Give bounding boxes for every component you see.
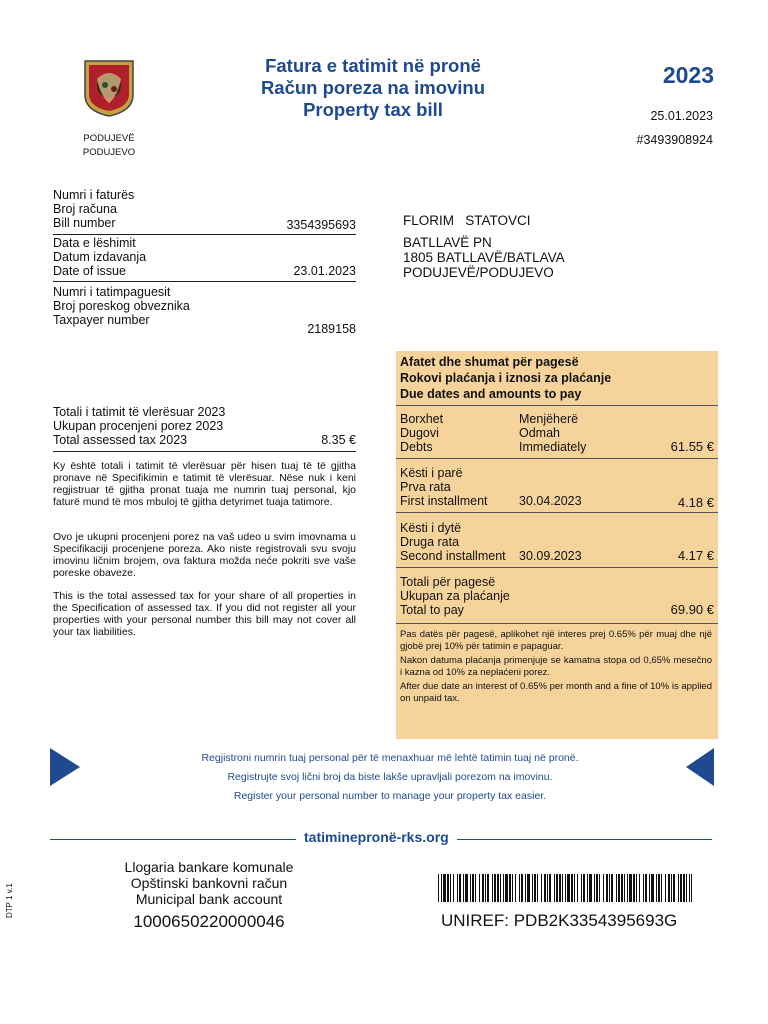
debts-label-sr: Dugovi bbox=[400, 426, 439, 440]
divider bbox=[396, 512, 718, 513]
divider bbox=[396, 405, 718, 406]
second-installment-amount: 4.17 € bbox=[677, 548, 714, 563]
total-assessed-label-sq: Totali i tatimit të vlerësuar 2023 bbox=[53, 405, 226, 419]
bill-number-value: 3354395693 bbox=[286, 218, 356, 232]
bank-account-label bbox=[103, 859, 315, 907]
tax-year: 2023 bbox=[662, 62, 714, 88]
divider bbox=[53, 234, 356, 235]
first-installment-row bbox=[400, 466, 714, 508]
issue-date-value: 23.01.2023 bbox=[293, 264, 356, 278]
bill-number-field bbox=[53, 188, 356, 230]
taxpayer-number-field bbox=[53, 285, 356, 336]
taxpayer-number-value: 2189158 bbox=[307, 322, 356, 336]
second-installment-date: 30.09.2023 bbox=[519, 549, 582, 563]
reference-number: #3493908924 bbox=[636, 133, 713, 147]
title-en: Property tax bill bbox=[303, 99, 443, 120]
late-payment-note-sr: Nakon datuma plaćanja primenjuje se kamatna stopa od 0,65% mesečno i kazna od 10% za neplaćeni porez. bbox=[400, 655, 712, 678]
due-heading-en: Due dates and amounts to pay bbox=[400, 387, 582, 401]
website-link[interactable]: tatiminepronë-rks.org bbox=[296, 829, 457, 845]
total-assessed-label-sr: Ukupan procenjeni porez 2023 bbox=[53, 419, 224, 433]
first-installment-amount: 4.18 € bbox=[677, 495, 714, 510]
divider bbox=[53, 451, 356, 452]
total-to-pay-row bbox=[400, 575, 714, 617]
assessed-explanation-sq: Ky është totali i tatimit të vlerësuar për hisen tuaj të të gjitha pronave në Specifikimin e tatimit të vlerësuar. Nëse nuk i keni regjistruar të gjitha pronat tuaja me numrin tuaj personal, kjo faturë mund të mos mbuloj të gjitha detyrimet tuaja tatimore. bbox=[53, 460, 356, 508]
first-installment-label-sq: Kësti i parë bbox=[400, 466, 463, 480]
bill-number-label-sq: Numri i faturës bbox=[53, 188, 135, 202]
arrow-right-icon bbox=[50, 748, 80, 786]
issue-date-label-sq: Data e lëshimit bbox=[53, 236, 136, 250]
register-text-sr: Registrujte svoj lični broj da biste lakše upravljali porezom na imovinu. bbox=[227, 771, 553, 783]
divider bbox=[396, 458, 718, 459]
barcode-icon bbox=[438, 874, 692, 902]
municipality-name-sq: PODUJEVË bbox=[83, 133, 135, 144]
debts-when bbox=[519, 412, 586, 454]
bank-account-number: 1000650220000046 bbox=[133, 912, 285, 931]
divider bbox=[53, 281, 356, 282]
address-line-1: BATLLAVË PN bbox=[403, 235, 492, 250]
second-installment-label-sr: Druga rata bbox=[400, 535, 460, 549]
due-dates-panel bbox=[396, 351, 718, 739]
total-to-pay-amount: 69.90 € bbox=[670, 602, 714, 617]
assessed-explanation-en: This is the total assessed tax for your share of all properties in the Specification of assessed tax. If you did not register all your properties with your personal number this bill may not cover all your tax liabilities. bbox=[53, 590, 356, 638]
second-installment-row bbox=[400, 521, 714, 563]
assessed-explanation-sr: Ovo je ukupni procenjeni porez na vaš udeo u svim imovnama u Specifikaciji procenjene poreza. Ako niste registrovali svu svoju imovinu ličnim brojem, ova faktura možda neće pokriti sve vaše poreske obaveze. bbox=[53, 531, 356, 579]
debts-label-en: Debts bbox=[400, 440, 433, 454]
title-sr: Račun poreza na imovinu bbox=[260, 77, 486, 98]
bill-number-label-en: Bill number bbox=[53, 216, 116, 230]
register-banner bbox=[140, 749, 640, 806]
address-line-2: 1805 BATLLAVË/BATLAVA bbox=[403, 250, 565, 265]
register-text-sq: Regjistroni numrin tuaj personal për të menaxhuar më lehtë tatimin tuaj në pronë. bbox=[201, 752, 579, 764]
total-assessed-value: 8.35 € bbox=[321, 433, 356, 447]
due-heading-sq: Afatet dhe shumat për pagesë bbox=[400, 355, 579, 369]
due-dates-heading bbox=[400, 354, 714, 402]
taxpayer-label-sr: Broj poreskog obveznika bbox=[53, 299, 190, 313]
address-line-3: PODUJEVË/PODUJEVO bbox=[403, 265, 554, 280]
arrow-left-icon bbox=[686, 748, 714, 786]
due-heading-sr: Rokovi plaćanja i iznosi za plaćanje bbox=[400, 371, 612, 385]
first-installment-label-sr: Prva rata bbox=[400, 480, 451, 494]
title-sq: Fatura e tatimit në pronë bbox=[265, 55, 481, 76]
first-installment-date: 30.04.2023 bbox=[519, 494, 582, 508]
debts-amount: 61.55 € bbox=[670, 439, 714, 454]
first-installment-label-en: First installment bbox=[400, 494, 488, 508]
bill-number-label-sr: Broj računa bbox=[53, 202, 117, 216]
taxpayer-label-sq: Numri i tatimpaguesit bbox=[53, 285, 171, 299]
bank-label-en: Municipal bank account bbox=[135, 891, 283, 907]
document-version: DTP 1 v.1 bbox=[5, 883, 14, 918]
bank-label-sr: Opštinski bankovni račun bbox=[130, 875, 288, 891]
debts-when-sr: Odmah bbox=[519, 426, 560, 440]
divider bbox=[396, 567, 718, 568]
total-assessed-field bbox=[53, 405, 356, 447]
issue-date-label-en: Date of issue bbox=[53, 264, 126, 278]
register-text-en: Register your personal number to manage your property tax easier. bbox=[233, 790, 547, 802]
late-payment-note-sq: Pas datës për pagesë, aplikohet një interes prej 0.65% për muaj dhe një gjobë prej 10% për tatimin e papaguar. bbox=[400, 629, 712, 652]
municipality-name-sr: PODUJEVO bbox=[82, 147, 136, 158]
issue-date-label-sr: Datum izdavanja bbox=[53, 250, 147, 264]
issue-date-field bbox=[53, 236, 356, 278]
second-installment-label-sq: Kësti i dytë bbox=[400, 521, 462, 535]
total-to-pay-label-sr: Ukupan za plaćanje bbox=[400, 589, 510, 603]
print-date: 25.01.2023 bbox=[650, 109, 713, 123]
second-installment-label-en: Second installment bbox=[400, 549, 506, 563]
debts-when-en: Immediately bbox=[519, 440, 587, 454]
uniref-code: UNIREF: PDB2K3354395693G bbox=[441, 911, 678, 930]
recipient-name bbox=[403, 213, 531, 228]
recipient-first-name: FLORIM bbox=[403, 213, 455, 228]
total-to-pay-label-en: Total to pay bbox=[400, 603, 464, 617]
coat-of-arms-icon bbox=[83, 59, 135, 117]
total-assessed-label-en: Total assessed tax 2023 bbox=[53, 433, 188, 447]
recipient-last-name: STATOVCI bbox=[465, 213, 531, 228]
divider bbox=[396, 623, 718, 624]
debts-label-sq: Borxhet bbox=[400, 412, 444, 426]
taxpayer-label-en: Taxpayer number bbox=[53, 313, 150, 327]
late-payment-note-en: After due date an interest of 0.65% per month and a fine of 10% is applied on unpaid tax. bbox=[400, 681, 712, 704]
total-to-pay-label-sq: Totali për pagesë bbox=[400, 575, 496, 589]
debts-when-sq: Menjëherë bbox=[519, 412, 579, 426]
document-title bbox=[218, 55, 528, 121]
bank-label-sq: Llogaria bankare komunale bbox=[124, 859, 294, 875]
debts-row bbox=[400, 412, 714, 454]
recipient-address bbox=[403, 235, 565, 280]
